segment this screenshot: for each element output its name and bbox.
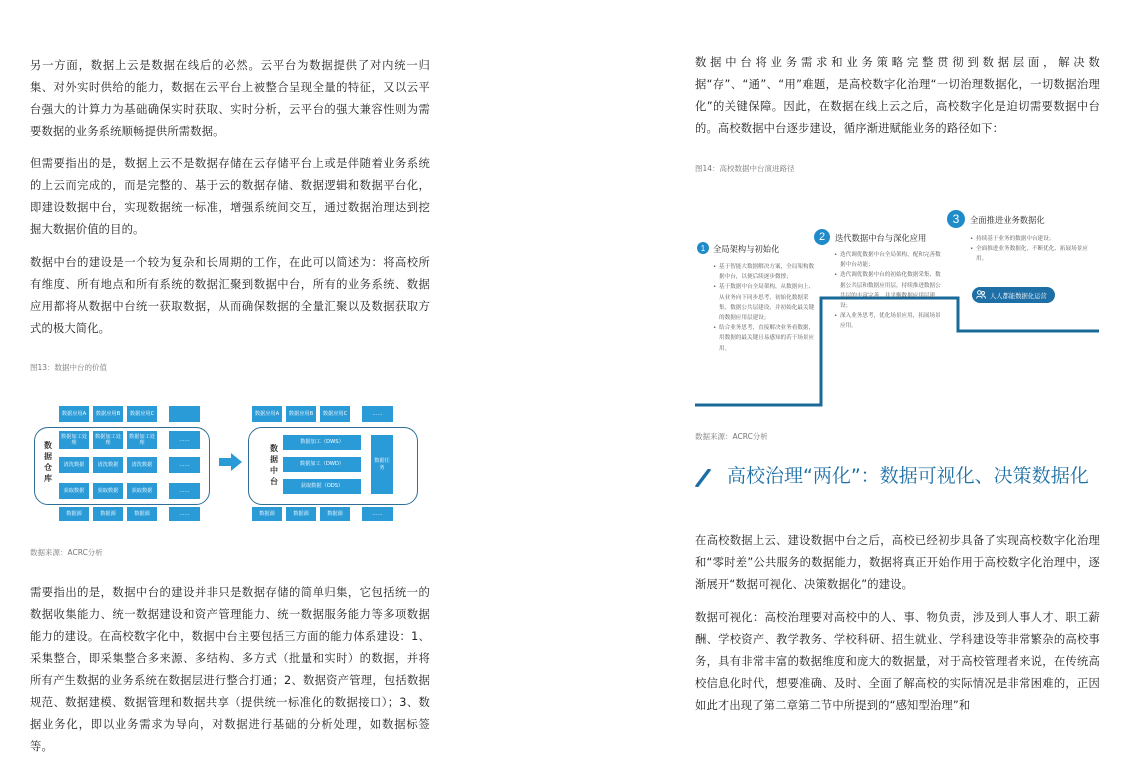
platform-source-box: 数据源 — [320, 507, 350, 521]
figure-14-caption: 图14：高校数据中台演进路径 — [695, 164, 795, 173]
figure-13-source: 数据来源：ACRC分析 — [30, 548, 103, 557]
people-icon — [976, 290, 986, 301]
warehouse-cell: …… — [169, 457, 200, 473]
figure-13 — [30, 400, 430, 530]
slash-icon — [695, 469, 711, 487]
warehouse-cell: 获取数据 — [59, 483, 89, 499]
step-2-bullet: • 深入业务思考，优化场景应用，拓展场景应用。 — [834, 311, 942, 331]
warehouse-source-box: 数据源 — [59, 507, 89, 521]
warehouse-app-box — [169, 406, 200, 422]
step-2-bullets — [834, 250, 942, 332]
platform-layer-box: 数据加工（DWD） — [283, 457, 361, 472]
warehouse-source-box: …… — [169, 507, 200, 521]
warehouse-cell: 数据加工处理 — [127, 431, 157, 449]
platform-layer-box: 获取数据（ODS） — [283, 479, 361, 494]
figure-13-caption: 图13：数据中台的价值 — [30, 363, 108, 372]
left-paragraph-3: 数据中台的建设是一个较为复杂和长周期的工作，在此可以简述为：将高校所有维度、所有地点和所有系统的数据汇聚到数据中台，所有的业务系统、数据应用都将从数据中台统一获取数据，从而确保数据的全量汇聚以及数据获取方式的极大简化。 — [30, 256, 430, 335]
right-intro-paragraph: 数据中台将业务需求和业务策略完整贯彻到数据层面，解决数据“存”、“通”、“用”难题，是高校数字化治理“一切治理数据化，一切数据治理化”的关键保障。因此，在数据在线上云之后，高校数字化是迫切需要数据中台的。高校数据中台逐步建设，循序渐进赋能业务的路径如下： — [695, 56, 1100, 135]
platform-source-box: 数据源 — [252, 507, 282, 521]
warehouse-cell: 清洗数据 — [93, 457, 123, 473]
middle-platform-label: 数据中台 — [270, 444, 278, 486]
step-3-bullets — [970, 234, 1090, 265]
step-2-title: 迭代数据中台与深化应用 — [835, 233, 927, 243]
left-paragraph-2: 但需要指出的是，数据上云不是数据存储在云存储平台上或是伴随着业务系统的上云而完成的，而是完整的、基于云的数据存储、数据逻辑和数据平台化，即建设数据中台，实现数据统一标准，增强系统间交互，通过数据治理达到挖掘大数据价值的目的。 — [30, 157, 430, 236]
warehouse-source-box: 数据源 — [127, 507, 157, 521]
warehouse-cell: 清洗数据 — [127, 457, 157, 473]
step-1-title: 全局架构与初始化 — [713, 244, 780, 254]
warehouse-cell: 获取数据 — [93, 483, 123, 499]
warehouse-cell: 数据加工处理 — [93, 431, 123, 449]
warehouse-cell: 获取数据 — [127, 483, 157, 499]
data-operation-badge — [972, 287, 1055, 303]
figure-14 — [695, 200, 1100, 415]
data-operation-badge-label: 人人都能数据化运营 — [990, 292, 1047, 300]
warehouse-cell: …… — [169, 483, 200, 499]
warehouse-app-box: 数据应用C — [127, 406, 157, 422]
warehouse-app-box: 数据应用B — [93, 406, 123, 422]
step-2-bullet: • 迭代调优数据中台的初始化数据采集、数据公共层和数据应用层，持续推进数据公共层的丰富完善，并平衡数据应用层建设； — [834, 270, 942, 311]
platform-app-box: 数据应用C — [320, 406, 350, 422]
step-1-number: 1 — [697, 242, 709, 254]
platform-source-box: …… — [362, 507, 393, 521]
warehouse-cell: 数据加工处理 — [59, 431, 89, 449]
step-1-bullet: • 基于数据中台全局架构，从数据向上、从业务向下同步思考，初始化数据采集、数据公共层建设，并初始化最关键的数据应用层建设； — [713, 282, 815, 323]
step-3-title: 全面推进业务数据化 — [970, 215, 1045, 225]
step-2-bullet: • 迭代调优数据中台全局架构，配和完善数据中台功能； — [834, 250, 942, 270]
arrow-right-icon — [219, 452, 243, 472]
section-heading: 高校治理“两化”：数据可视化、决策数据化 — [727, 465, 1089, 487]
step-1-bullet: • 基于智能大数据解决方案，全局架构数据中台，以便后续逐步微撑； — [713, 262, 815, 282]
platform-app-box: 数据应用B — [286, 406, 316, 422]
step-3-bullet: • 持续基于业务的数据中台建设； — [970, 234, 1090, 244]
platform-app-box: …… — [362, 406, 393, 422]
left-paragraph-1: 另一方面，数据上云是数据在线后的必然。云平台为数据提供了对内统一归集、对外实时供给的能力，数据在云平台上被整合呈现全量的特征，又以云平台强大的计算力为基础确保实时获取、实时分析，云平台的强大兼容性则为需要数据的业务系统顺畅提供所需数据。 — [30, 59, 430, 138]
platform-task-box: 数据任务 — [371, 435, 393, 494]
step-3-bullet: • 全面推进业务数据化，不断优化、拓展场景应用。 — [970, 244, 1090, 264]
warehouse-label: 数据仓库 — [44, 441, 52, 483]
warehouse-cell: …… — [169, 431, 200, 449]
platform-layer-box: 数据加工（DWS） — [283, 435, 361, 450]
right-paragraph-1: 在高校数据上云、建设数据中台之后，高校已经初步具备了实现高校数字化治理和“零时差”公共服务的数据能力，数据将真正开始作用于高校数字化治理中，逐渐展开“数据可视化、决策数据化”的建设。 — [695, 534, 1100, 591]
warehouse-app-box: 数据应用A — [59, 406, 89, 422]
left-paragraph-4: 需要指出的是，数据中台的建设并非只是数据存储的简单归集，它包括统一的数据收集能力、统一数据建设和资产管理能力、统一数据服务能力等多项数据能力的建设。在高校数字化中，数据中台主要包括三方面的能力体系建设：1、采集整合，即采集整合多来源、多结构、多方式（批量和实时）的数据，并将所有产生数据的业务系统在数据层进行整合打通；2、数据资产管理，包括数据规范、数据建模、数据管理和数据共享（提供统一标准化的数据接口）；3、数据业务化，即以业务需求为导向，对数据进行基础的分析处理，如数据标签等。 — [30, 586, 430, 753]
step-1-bullet: • 结合业务思考，直接解决业务看数据，用数据的最关键且易感知的若干场景应用。 — [713, 323, 815, 354]
figure-14-source: 数据来源：ACRC分析 — [695, 432, 768, 441]
step-1-bullets — [713, 262, 815, 354]
platform-app-box: 数据应用A — [252, 406, 282, 422]
step-3-number: 3 — [947, 210, 965, 228]
warehouse-source-box: 数据源 — [93, 507, 123, 521]
warehouse-cell: 清洗数据 — [59, 457, 89, 473]
right-paragraph-2: 数据可视化：高校治理要对高校中的人、事、物负责，涉及到人事人才、职工薪酬、学校资产、教学教务、学校科研、招生就业、学科建设等非常繁杂的高校事务，具有非常丰富的数据维度和庞大的数据量，对于高校管理者来说，在传统高校信息化时代，想要准确、及时、全面了解高校的实际情况是非常困难的，正因如此才出现了第二章第二节中所提到的“感知型治理”和 — [695, 611, 1100, 712]
step-2-number: 2 — [814, 229, 830, 245]
platform-source-box: 数据源 — [286, 507, 316, 521]
